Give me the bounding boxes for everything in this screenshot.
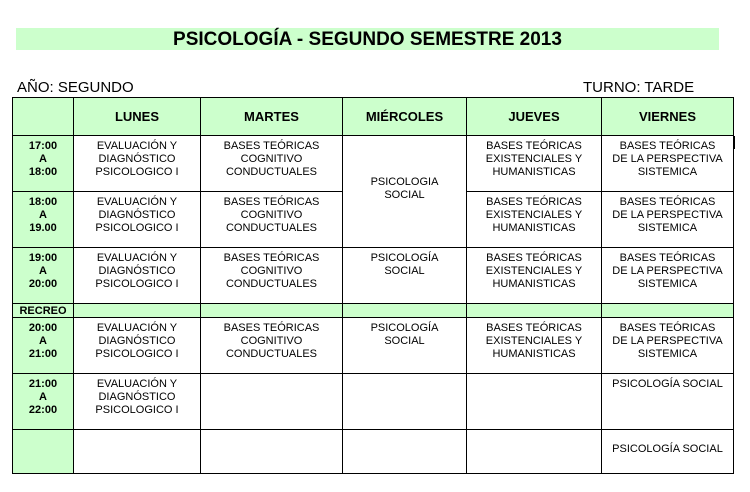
class-cell — [343, 374, 467, 430]
table-row — [13, 136, 734, 192]
page-title: PSICOLOGÍA - SEGUNDO SEMESTRE 2013 — [16, 28, 719, 50]
class-cell: BASES TEÓRICAS COGNITIVO CONDUCTUALES — [201, 136, 343, 192]
time-column-header — [13, 98, 74, 136]
table-row — [13, 374, 734, 430]
class-cell — [74, 430, 201, 474]
class-cell: EVALUACIÓN Y DIAGNÓSTICO PSICOLOGICO I — [74, 136, 201, 192]
shift-label: TURNO: TARDE — [583, 79, 695, 96]
class-cell: BASES TEÓRICAS COGNITIVO CONDUCTUALES — [201, 248, 343, 304]
time-slot: 19:00 A 20:00 — [13, 248, 74, 304]
time-slot: 18:00 A 19.00 — [13, 192, 74, 248]
class-cell: PSICOLOGÍA SOCIAL — [602, 374, 734, 430]
class-cell: BASES TEÓRICAS DE LA PERSPECTIVA SISTEMICA — [602, 248, 734, 304]
class-cell — [343, 430, 467, 474]
class-cell: EVALUACIÓN Y DIAGNÓSTICO PSICOLOGICO I — [74, 374, 201, 430]
break-label: RECREO — [13, 304, 74, 318]
time-slot: 20:00 A 21:00 — [13, 318, 74, 374]
column-header-viernes: VIERNES — [602, 98, 734, 136]
cell-edge-marker — [733, 136, 735, 149]
year-label: AÑO: SEGUNDO — [17, 79, 134, 96]
class-cell: BASES TEÓRICAS DE LA PERSPECTIVA SISTEMICA — [602, 136, 734, 192]
class-cell: BASES TEÓRICAS EXISTENCIALES Y HUMANISTICAS — [467, 248, 602, 304]
table-row — [13, 248, 734, 304]
class-cell: PSICOLOGÍA SOCIAL — [602, 430, 734, 474]
column-header-miercoles: MIÉRCOLES — [343, 98, 467, 136]
class-cell: BASES TEÓRICAS EXISTENCIALES Y HUMANISTICAS — [467, 192, 602, 248]
class-cell: EVALUACIÓN Y DIAGNÓSTICO PSICOLOGICO I — [74, 318, 201, 374]
class-cell: BASES TEÓRICAS DE LA PERSPECTIVA SISTEMICA — [602, 192, 734, 248]
class-cell — [201, 374, 343, 430]
table-row — [13, 430, 734, 474]
time-slot: 21:00 A 22:00 — [13, 374, 74, 430]
class-cell: BASES TEÓRICAS EXISTENCIALES Y HUMANISTICAS — [467, 318, 602, 374]
class-cell-merged: PSICOLOGIA SOCIAL — [343, 136, 467, 248]
header-row — [13, 98, 734, 136]
column-header-lunes: LUNES — [74, 98, 201, 136]
class-cell: BASES TEÓRICAS COGNITIVO CONDUCTUALES — [201, 318, 343, 374]
class-cell: PSICOLOGÍA SOCIAL — [343, 318, 467, 374]
class-cell — [467, 430, 602, 474]
table-row — [13, 318, 734, 374]
class-cell — [467, 374, 602, 430]
class-cell: BASES TEÓRICAS COGNITIVO CONDUCTUALES — [201, 192, 343, 248]
class-cell: EVALUACIÓN Y DIAGNÓSTICO PSICOLOGICO I — [74, 192, 201, 248]
class-cell: EVALUACIÓN Y DIAGNÓSTICO PSICOLOGICO I — [74, 248, 201, 304]
time-slot — [13, 430, 74, 474]
column-header-martes: MARTES — [201, 98, 343, 136]
class-cell — [201, 430, 343, 474]
schedule-table — [12, 97, 734, 474]
break-row — [13, 304, 734, 318]
class-cell: BASES TEÓRICAS DE LA PERSPECTIVA SISTEMICA — [602, 318, 734, 374]
time-slot: 17:00 A 18:00 — [13, 136, 74, 192]
class-cell: PSICOLOGÍA SOCIAL — [343, 248, 467, 304]
class-cell: BASES TEÓRICAS EXISTENCIALES Y HUMANISTICAS — [467, 136, 602, 192]
column-header-jueves: JUEVES — [467, 98, 602, 136]
